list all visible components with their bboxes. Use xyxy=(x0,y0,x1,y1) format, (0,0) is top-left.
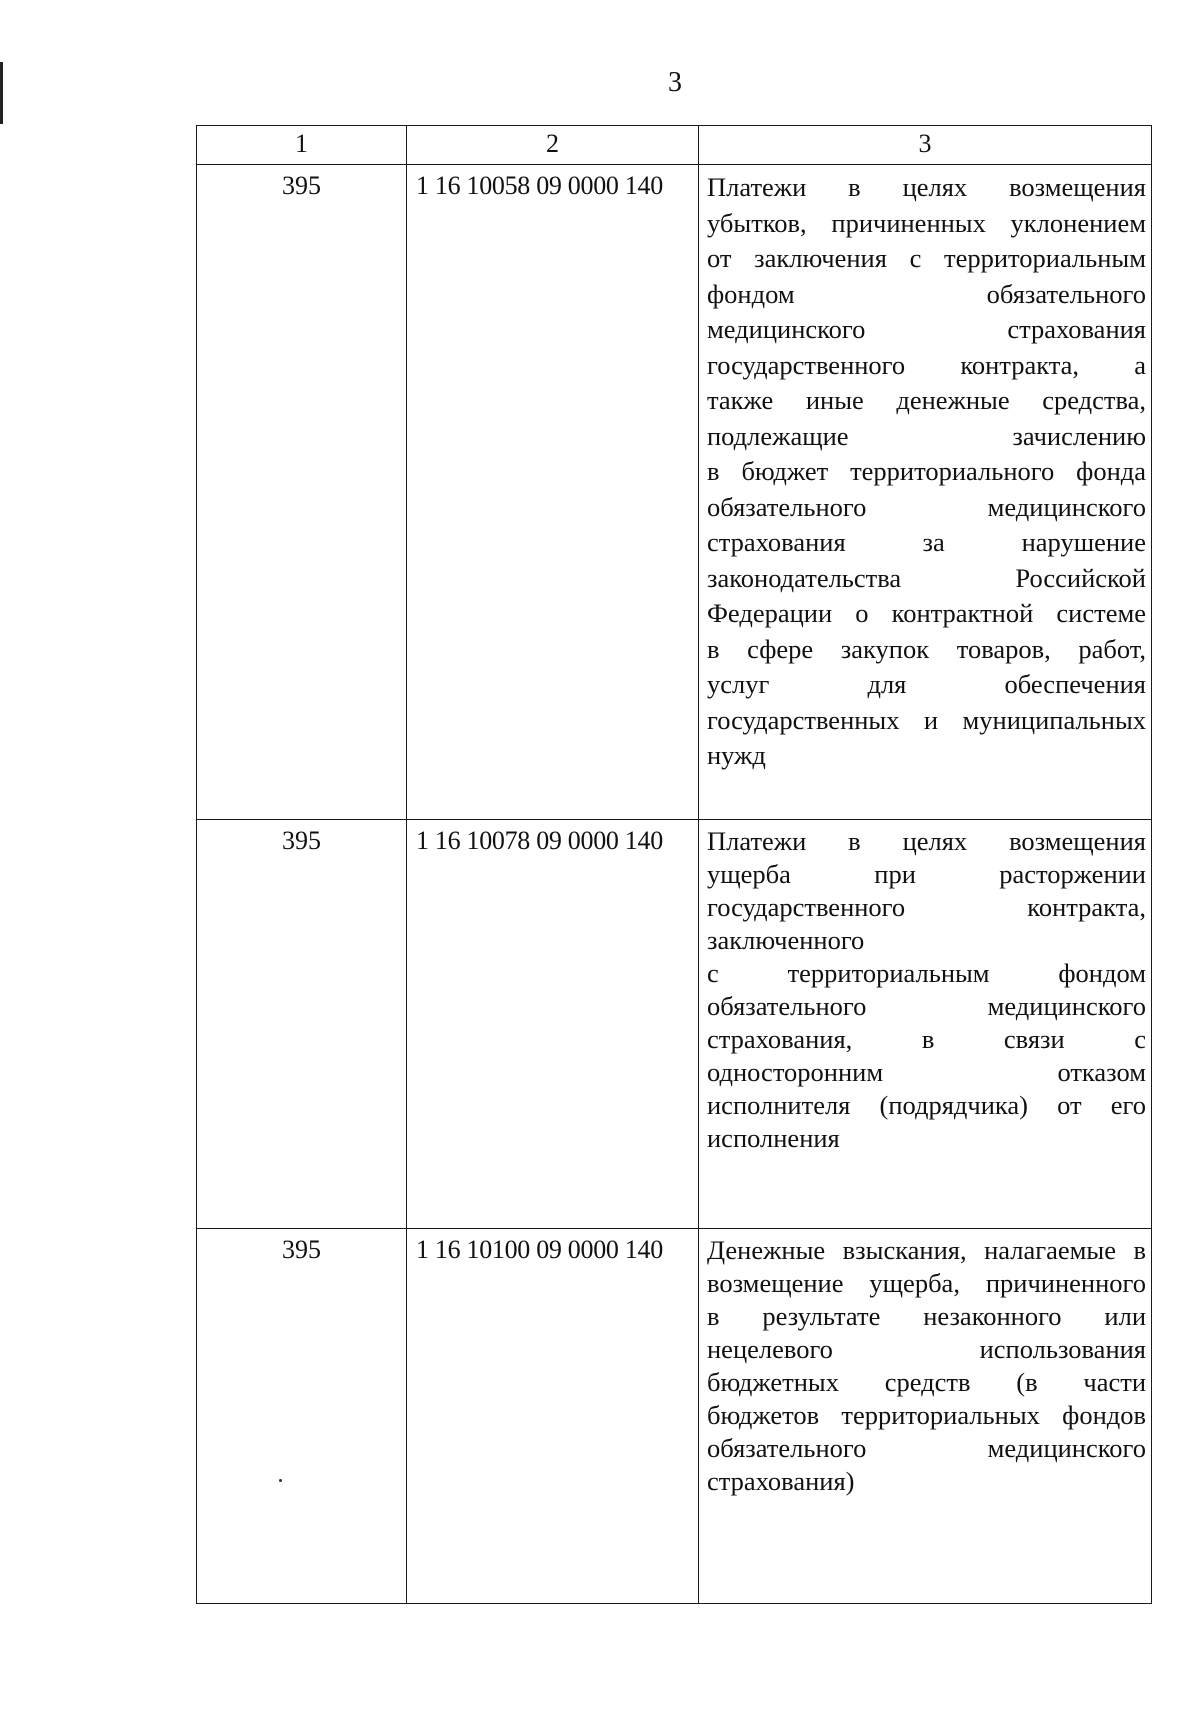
description-line: исполнителя (подрядчика) от его xyxy=(707,1090,1146,1120)
description-line: нецелевого использования xyxy=(707,1334,1146,1364)
description-line: страхования за нарушение xyxy=(707,527,1146,557)
description-line: бюджетов территориальных фондов xyxy=(707,1400,1146,1430)
description-line: страхования) xyxy=(707,1466,855,1496)
kbk-code-cell: 1 16 10100 09 0000 140 xyxy=(407,1229,699,1604)
table-row xyxy=(197,165,1152,820)
column-header-1: 1 xyxy=(197,126,407,165)
description-line: обязательного медицинского xyxy=(707,491,1146,522)
description-line: нужд xyxy=(707,740,766,770)
description-line: Денежные взыскания, налагаемые в xyxy=(707,1235,1146,1265)
description-line: государственных и муниципальных xyxy=(707,704,1146,735)
kbk-code-cell: 1 16 10058 09 0000 140 xyxy=(407,165,699,820)
description-line: от заключения с территориальным xyxy=(707,243,1146,273)
table-row xyxy=(197,820,1152,1229)
scan-speck xyxy=(279,1479,282,1482)
admin-code-cell: 395 xyxy=(197,820,407,1229)
admin-code-cell: 395 xyxy=(197,1229,407,1604)
column-header-2: 2 xyxy=(407,126,699,165)
description-cell xyxy=(699,1229,1152,1604)
description-line: бюджетных средств (в части xyxy=(707,1367,1146,1397)
admin-code-cell: 395 xyxy=(197,165,407,820)
table-row xyxy=(197,1229,1152,1604)
description-line: подлежащие зачислению xyxy=(707,420,1146,451)
description-line: фондом обязательного xyxy=(707,278,1146,309)
budget-codes-table xyxy=(196,125,1152,1604)
description-line: государственного контракта, а xyxy=(707,349,1146,380)
description-line: в бюджет территориального фонда xyxy=(707,456,1146,486)
description-line: государственного контракта, xyxy=(707,892,1146,922)
description-line: Платежи в целях возмещения xyxy=(707,826,1146,856)
description-line: обязательного медицинского xyxy=(707,991,1146,1021)
page-number: 3 xyxy=(668,67,682,98)
description-line: ущерба при расторжении xyxy=(707,859,1146,889)
description-line: Платежи в целях возмещения xyxy=(707,172,1146,202)
description-line: также иные денежные средства, xyxy=(707,385,1146,415)
description-line: заключенного xyxy=(707,925,865,955)
description-line: Федерации о контрактной системе xyxy=(707,598,1146,628)
description-line: в результате незаконного или xyxy=(707,1301,1146,1331)
description-cell xyxy=(699,165,1152,820)
description-line: односторонним отказом xyxy=(707,1057,1146,1087)
description-line: в сфере закупок товаров, работ, xyxy=(707,633,1146,664)
description-line: убытков, причиненных уклонением xyxy=(707,207,1146,238)
description-line: с территориальным фондом xyxy=(707,958,1146,988)
description-line: страхования, в связи с xyxy=(707,1024,1146,1054)
description-line: услуг для обеспечения xyxy=(707,669,1146,699)
kbk-code-cell: 1 16 10078 09 0000 140 xyxy=(407,820,699,1229)
description-line: медицинского страхования xyxy=(707,314,1146,344)
description-line: обязательного медицинского xyxy=(707,1433,1146,1463)
table-header-row xyxy=(197,126,1152,165)
description-cell xyxy=(699,820,1152,1229)
description-line: законодательства Российской xyxy=(707,562,1146,593)
column-header-3: 3 xyxy=(699,126,1152,165)
description-line: исполнения xyxy=(707,1123,840,1153)
description-line: возмещение ущерба, причиненного xyxy=(707,1268,1146,1298)
